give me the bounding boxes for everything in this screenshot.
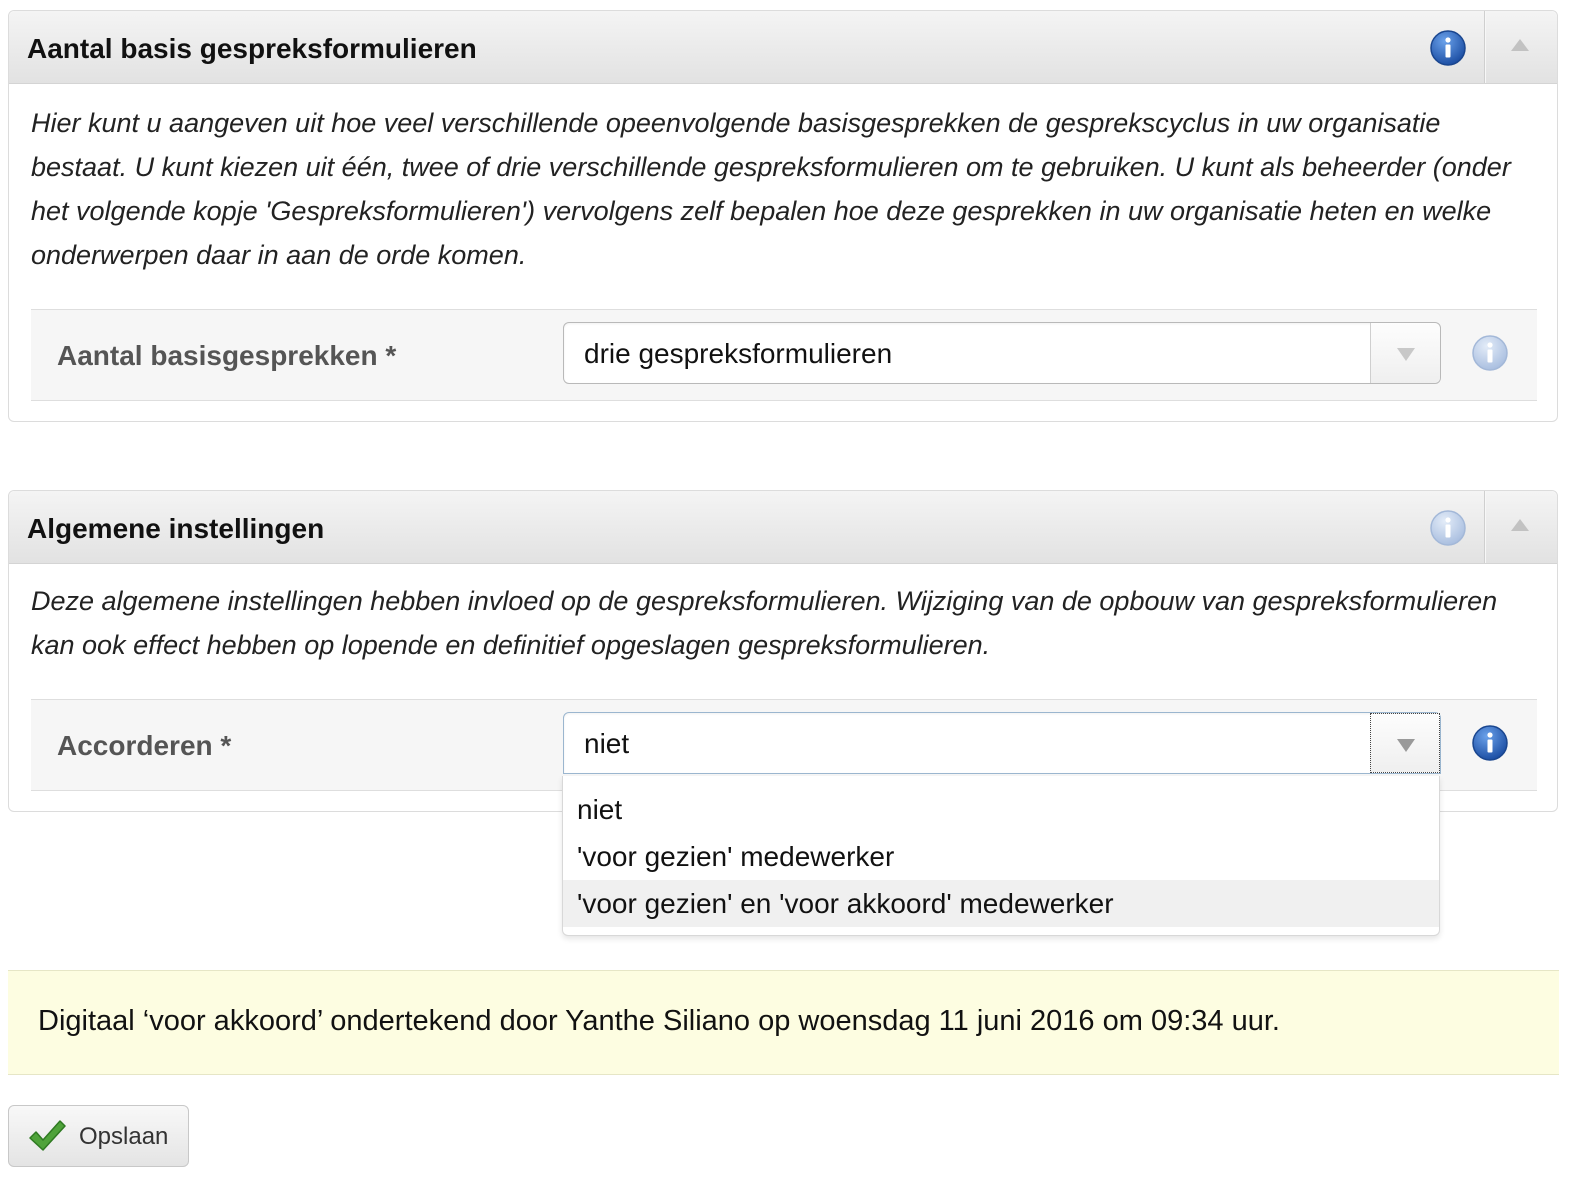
signature-notice xyxy=(8,970,1559,1075)
info-icon[interactable] xyxy=(1471,724,1509,762)
chevron-up-icon[interactable] xyxy=(1509,37,1531,53)
panel-title: Algemene instellingen xyxy=(27,513,325,544)
accorderen-dropdown-list xyxy=(562,776,1440,936)
field-row-aantal-basisgesprekken xyxy=(31,309,1537,401)
save-label: Opslaan xyxy=(79,1123,169,1150)
checkmark-icon xyxy=(27,1118,67,1154)
panel-header xyxy=(9,11,1557,84)
notice-text: Digitaal ‘voor akkoord’ ondertekend door Yanthe Siliano op woensdag 11 juni 2016 om 09:34 uur. xyxy=(38,1005,1280,1037)
panel-description: Deze algemene instellingen hebben invloed op de gespreksformulieren. Wijziging van de opbouw van gespreksformulieren kan ook effect hebben op lopende en definitief opgeslagen gespreksformulieren. xyxy=(31,586,1498,660)
select-toggle-button[interactable] xyxy=(1370,323,1440,383)
select-value: drie gespreksformulieren xyxy=(584,338,893,369)
save-button[interactable] xyxy=(8,1105,189,1167)
select-toggle-button[interactable] xyxy=(1370,713,1440,773)
chevron-up-icon[interactable] xyxy=(1509,517,1531,533)
field-label: Aantal basisgesprekken * xyxy=(57,340,397,371)
panel-title: Aantal basis gespreksformulieren xyxy=(27,33,477,64)
info-icon[interactable] xyxy=(1429,509,1467,547)
panel-header xyxy=(9,491,1557,564)
header-divider-highlight xyxy=(1485,11,1486,83)
accorderen-select[interactable] xyxy=(563,712,1441,774)
dropdown-option[interactable]: 'voor gezien' medewerker xyxy=(577,841,895,872)
dropdown-option[interactable]: niet xyxy=(577,794,623,825)
select-value: niet xyxy=(584,728,630,759)
info-icon[interactable] xyxy=(1471,334,1509,372)
panel-algemene-instellingen xyxy=(8,490,1558,812)
triangle-down-icon xyxy=(1395,737,1417,753)
dropdown-option-highlighted[interactable]: 'voor gezien' en 'voor akkoord' medewerker xyxy=(563,880,1439,927)
info-icon[interactable] xyxy=(1429,29,1467,67)
aantal-basisgesprekken-select[interactable] xyxy=(563,322,1441,384)
header-divider-highlight xyxy=(1485,491,1486,563)
triangle-down-icon xyxy=(1395,346,1417,362)
field-label: Accorderen * xyxy=(57,730,232,761)
panel-aantal-basis-gespreksformulieren xyxy=(8,10,1558,422)
panel-description: Hier kunt u aangeven uit hoe veel verschillende opeenvolgende basisgesprekken de gesprekscyclus in uw organisatie bestaat. U kunt kiezen uit één, twee of drie verschillende gespreksformulieren om te gebruiken. U kunt als beheerder (onder het volgende kopje 'Gespreksformulieren') vervolgens zelf bepalen hoe deze gesprekken in uw organisatie heten en welke onderwerpen daar in aan de orde komen. xyxy=(31,108,1511,270)
